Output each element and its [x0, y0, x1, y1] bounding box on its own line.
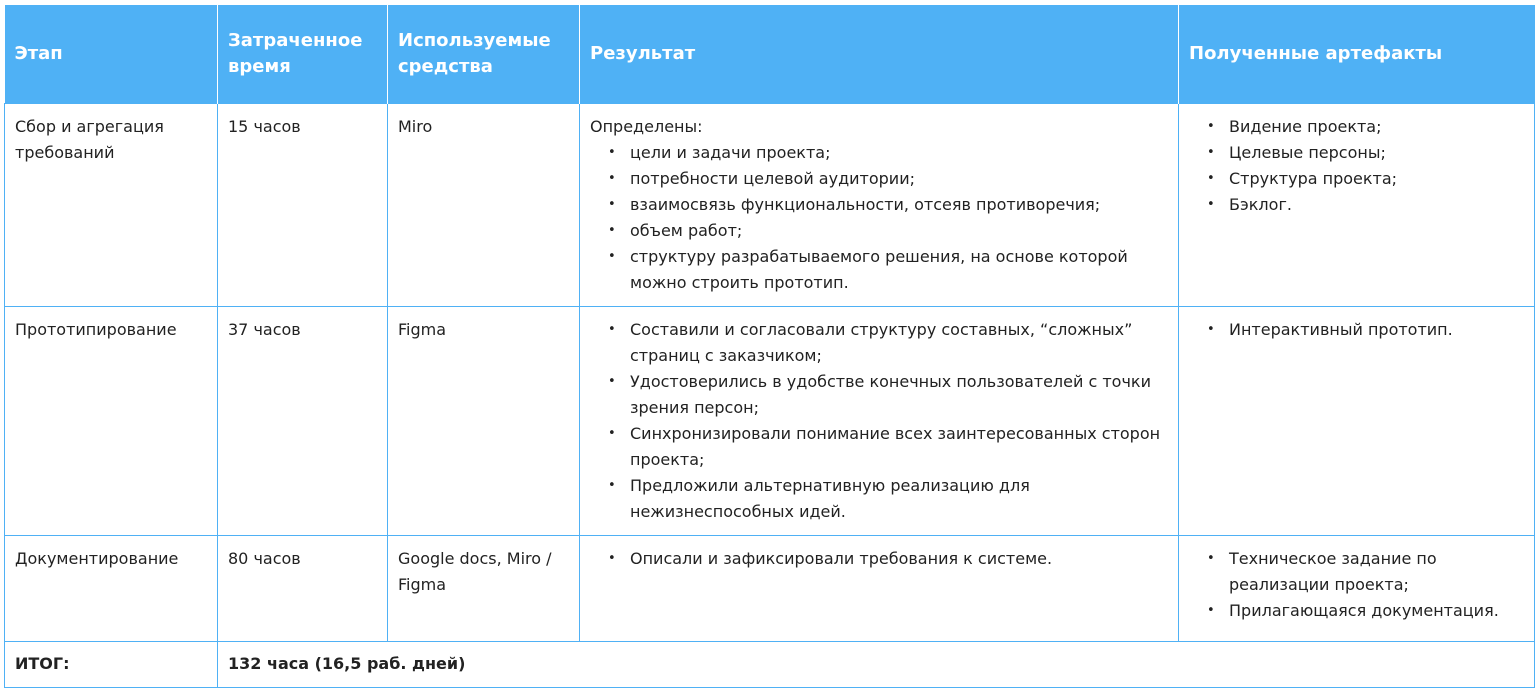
result-cell — [580, 103, 1179, 306]
result-list — [590, 317, 1168, 525]
list-item: • Удостоверились в удобстве конечных пользователей с точки зрения персон; — [608, 369, 1168, 421]
result-list — [590, 140, 1168, 296]
list-item: • Предложили альтернативную реализацию для нежизнеспособных идей. — [608, 473, 1168, 525]
artifacts-list — [1189, 317, 1524, 343]
list-item: • цели и задачи проекта; — [608, 140, 1168, 166]
list-item: • потребности целевой аудитории; — [608, 166, 1168, 192]
result-intro: Определены: — [590, 116, 703, 136]
time-cell: 80 часов — [218, 535, 388, 641]
tools-cell: Figma — [388, 306, 580, 535]
table-row — [5, 535, 1535, 641]
stage-cell: Прототипирование — [5, 306, 218, 535]
artifacts-cell — [1179, 535, 1535, 641]
tools-cell: Miro — [388, 103, 580, 306]
artifacts-cell — [1179, 306, 1535, 535]
list-item: • Прилагающаяся документация. — [1207, 598, 1524, 624]
table-header-row — [5, 5, 1535, 103]
header-time: Затраченное время — [218, 5, 388, 103]
result-cell — [580, 306, 1179, 535]
result-cell — [580, 535, 1179, 641]
header-result: Результат — [580, 5, 1179, 103]
stage-cell: Документирование — [5, 535, 218, 641]
total-row — [5, 641, 1535, 687]
list-item: • Структура проекта; — [1207, 166, 1524, 192]
list-item: • структуру разрабатываемого решения, на основе которой можно строить прототип. — [608, 244, 1168, 296]
header-stage: Этап — [5, 5, 218, 103]
stage-cell: Сбор и агрегация требований — [5, 103, 218, 306]
header-artifacts: Полученные артефакты — [1179, 5, 1535, 103]
list-item: • Интерактивный прототип. — [1207, 317, 1524, 343]
list-item: • Видение проекта; — [1207, 114, 1524, 140]
time-cell: 37 часов — [218, 306, 388, 535]
artifacts-list — [1189, 114, 1524, 218]
tools-cell: Google docs, Miro / Figma — [388, 535, 580, 641]
list-item: • Синхронизировали понимание всех заинтересованных сторон проекта; — [608, 421, 1168, 473]
list-item: • Бэклог. — [1207, 192, 1524, 218]
result-list — [590, 546, 1168, 572]
time-cell: 15 часов — [218, 103, 388, 306]
total-label: ИТОГ: — [5, 641, 218, 687]
header-tools: Используемые средства — [388, 5, 580, 103]
list-item: • Целевые персоны; — [1207, 140, 1524, 166]
stages-table — [4, 5, 1535, 688]
list-item: • объем работ; — [608, 218, 1168, 244]
artifacts-list — [1189, 546, 1524, 624]
table-row — [5, 306, 1535, 535]
list-item: • Описали и зафиксировали требования к системе. — [608, 546, 1168, 572]
list-item: • Техническое задание по реализации проекта; — [1207, 546, 1524, 598]
list-item: • Составили и согласовали структуру составных, “сложных” страниц с заказчиком; — [608, 317, 1168, 369]
artifacts-cell — [1179, 103, 1535, 306]
table-row — [5, 103, 1535, 306]
total-value: 132 часа (16,5 раб. дней) — [218, 641, 1535, 687]
list-item: • взаимосвязь функциональности, отсеяв противоречия; — [608, 192, 1168, 218]
